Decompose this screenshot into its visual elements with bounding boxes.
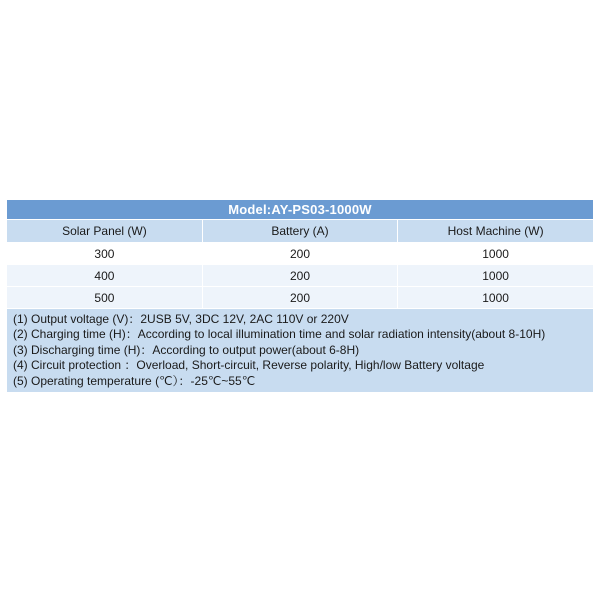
note-operating-temperature: (5) Operating temperature (℃）：-25℃~55℃ [13, 373, 256, 388]
cell-solar-panel: 500 [7, 287, 202, 309]
table-row [7, 265, 593, 287]
spec-table [7, 219, 593, 308]
spec-card [7, 200, 593, 392]
note-charging-time: (2) Charging time (H)：According to local illumination time and solar radiation intensity(about 8-10H) [13, 327, 546, 342]
note-circuit-protection: (4) Circuit protection ：Overload, Short-circuit, Reverse polarity, High/low Battery voltage [13, 358, 485, 373]
cell-solar-panel: 400 [7, 265, 202, 287]
spec-notes [7, 308, 593, 392]
cell-battery: 200 [202, 243, 397, 265]
cell-solar-panel: 300 [7, 243, 202, 265]
table-row [7, 287, 593, 309]
model-title: Model:AY-PS03-1000W [7, 200, 593, 219]
table-row [7, 243, 593, 265]
cell-battery: 200 [202, 265, 397, 287]
cell-host-machine: 1000 [398, 265, 593, 287]
cell-host-machine: 1000 [398, 243, 593, 265]
note-discharging-time: (3) Discharging time (H)：According to output power(about 6-8H) [13, 342, 360, 357]
cell-battery: 200 [202, 287, 397, 309]
column-header-solar-panel: Solar Panel (W) [7, 220, 202, 243]
cell-host-machine: 1000 [398, 287, 593, 309]
column-header-host-machine: Host Machine (W) [398, 220, 593, 243]
note-output-voltage: (1) Output voltage (V)：2USB 5V, 3DC 12V, 2AC 110V or 220V [13, 312, 349, 326]
table-header-row [7, 220, 593, 243]
column-header-battery: Battery (A) [202, 220, 397, 243]
